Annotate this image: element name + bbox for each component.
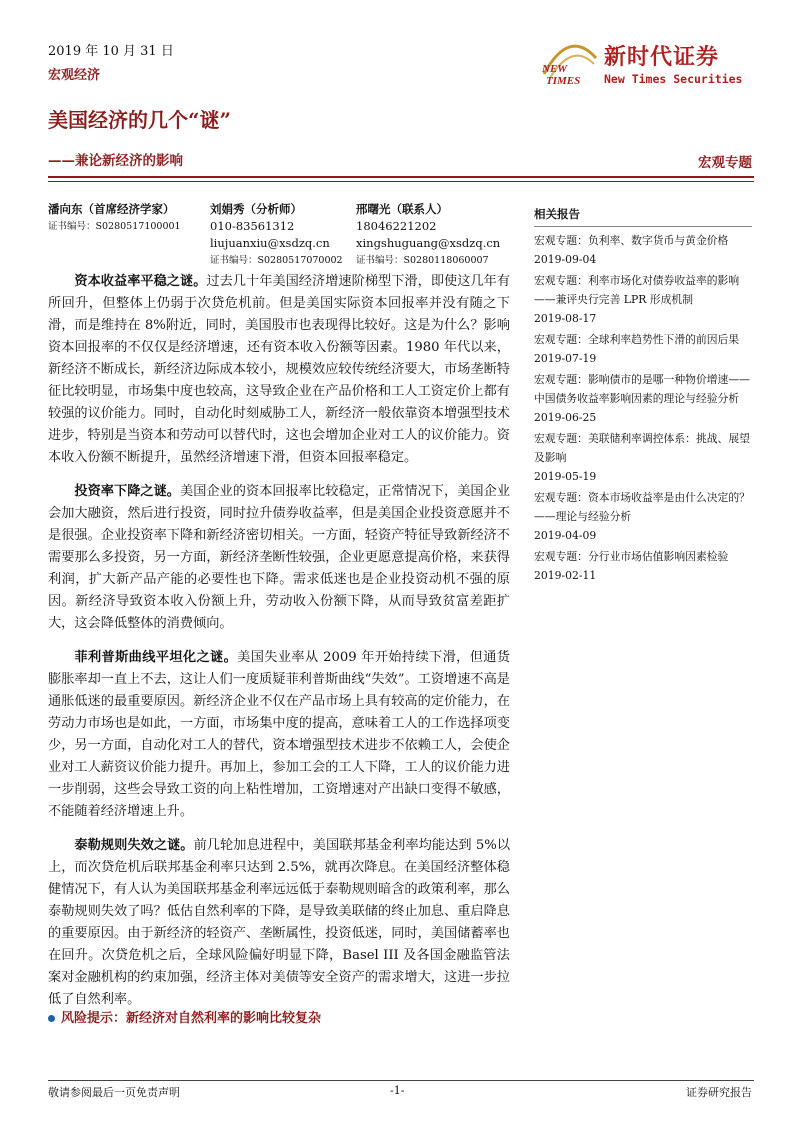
- related-report-date: 2019-07-19: [534, 352, 597, 365]
- related-report-date: 2019-05-19: [534, 470, 597, 483]
- related-report-item[interactable]: [534, 231, 752, 269]
- related-report-title[interactable]: 宏观专题：分行业市场估值影响因素检验: [534, 550, 729, 563]
- related-report-item[interactable]: [534, 271, 752, 328]
- page-subtitle: ——兼论新经济的影响: [48, 153, 183, 169]
- related-report-date: 2019-08-17: [534, 312, 597, 325]
- page-number: -1-: [390, 1084, 405, 1097]
- logo-text-cn: 新时代证券: [604, 44, 720, 70]
- related-report-title[interactable]: 宏观专题：负利率、数字货币与黄金价格: [534, 234, 729, 247]
- paragraph-lead: 资本收益率平稳之谜。: [74, 274, 207, 289]
- analyst-cert: 证书编号：S0280517100001: [48, 221, 181, 232]
- analyst-block: [48, 201, 181, 235]
- related-reports-heading: 相关报告: [534, 207, 580, 221]
- report-date: 2019 年 10 月 31 日: [48, 44, 174, 59]
- paragraph-text: 前几轮加息进程中，美国联邦基金利率均能达到 5%以上，而次贷危机后联邦基金利率只达到 2.5%，就再次降息。在美国经济整体稳健情况下，有人认为美国联邦基金利率远远低于泰勒规则暗含的政策利率，那么泰勒规则失效了吗？低估自然利率的下降，是导致美联储的终止加息、重启降息的重要原因。由于新经济的轻资产、垄断属性，投资低迷，同时，美国储蓄率也在回升。次贷危机之后，全球风险偏好明显下降，Basel III 及各国金融监管法案对金融机构的约束加强，经济主体对美债等安全资产的需求增大，这进一步拉低了自然利率。: [48, 838, 511, 1007]
- related-report-title[interactable]: 宏观专题：全球利率趋势性下滑的前因后果: [534, 333, 740, 346]
- analyst-email[interactable]: xingshuguang@xsdzq.cn: [356, 236, 501, 250]
- report-type: 宏观专题: [698, 155, 752, 171]
- header-divider: [48, 176, 754, 178]
- risk-warning: [48, 1007, 321, 1026]
- paragraph-lead: 菲利普斯曲线平坦化之谜。: [74, 650, 238, 665]
- related-report-title[interactable]: 宏观专题：资本市场收益率是由什么决定的？——理论与经验分析: [534, 491, 750, 523]
- analyst-name: 邢曙光（联系人）: [356, 202, 448, 216]
- sidebar-divider: [534, 226, 752, 227]
- related-report-title[interactable]: 宏观专题：影响债市的是哪一种物价增速——中国债务收益率影响因素的理论与经验分析: [534, 373, 750, 405]
- paragraph-text: 美国失业率从 2009 年开始持续下滑，但通货膨胀率却一直上不去，这让人们一度质疑菲利普斯曲线“失效”。工资增速不高是通胀低迷的最重要原因。新经济企业不仅在产品市场上具有较高的定价能力，在劳动力市场也是如此，一方面，市场集中度的提高，意味着工人的工作选择项变少，另一方面，自动化对工人的替代，资本增强型技术进步不依赖工人，会使企业对工人薪资议价能力提升。再加上，参加工会的工人下降，工人的议价能力进一步削弱，这些会导致工资的向上粘性增加，工资增速对产出缺口变得不敏感，不能随着经济增速上升。: [48, 650, 511, 819]
- svg-text:TIMES: TIMES: [546, 75, 581, 87]
- related-report-item[interactable]: [534, 429, 752, 486]
- related-reports: [534, 205, 752, 587]
- logo-text-en: New Times Securities: [604, 72, 743, 86]
- related-report-date: 2019-09-04: [534, 253, 597, 266]
- paragraph-text: 过去几十年美国经济增速阶梯型下滑，即使这几年有所回升，但整体上仍弱于次贷危机前。但是美国实际资本回报率并没有随之下滑，而是维持在 8%附近，同时，美国股市也表现得比较好。这是为什么？影响资本回报率的不仅仅是经济增速，还有资本收入份额等因素。1980 年代以来，新经济不断成长，新经济边际成本较小，规模效应较传统经济要大，市场垄断特征比较明显，市场集中度也较高，这导致企业在产品价格和工人工资定价上都有较强的议价能力。同时，自动化时刻威胁工人，新经济一般依靠资本增强型技术进步，特别是当资本和劳动可以替代时，这也会增加企业对工人的议价能力。资本收入份额不断提升，虽然经济增速下滑，但资本回报率稳定。: [48, 274, 511, 465]
- body-paragraph: [48, 481, 510, 635]
- footer-label: 证券研究报告: [686, 1086, 752, 1099]
- related-report-date: 2019-02-11: [534, 569, 597, 582]
- related-report-item[interactable]: [534, 370, 752, 427]
- related-report-title[interactable]: 宏观专题：利率市场化对债券收益率的影响——兼评央行完善 LPR 形成机制: [534, 274, 740, 306]
- related-report-item[interactable]: [534, 488, 752, 545]
- header-divider-thin: [48, 181, 754, 182]
- analyst-block: [356, 201, 500, 269]
- page-title: 美国经济的几个“谜”: [48, 108, 232, 132]
- analyst-block: [210, 201, 343, 269]
- bullet-icon: [48, 1015, 55, 1022]
- body-paragraph: [48, 271, 510, 469]
- body-paragraph: [48, 647, 510, 823]
- risk-text: 风险提示：新经济对自然利率的影响比较复杂: [61, 1011, 322, 1026]
- footer-divider: [48, 1080, 754, 1081]
- analyst-phone: 010-83561312: [210, 219, 295, 233]
- report-body: [48, 271, 510, 1023]
- analyst-name: 刘娟秀（分析师）: [210, 202, 302, 216]
- related-report-item[interactable]: [534, 547, 752, 585]
- logo-mark-icon: [536, 34, 602, 90]
- footer-disclaimer: 敬请参阅最后一页免责声明: [48, 1086, 180, 1099]
- report-category: 宏观经济: [48, 68, 101, 83]
- body-paragraph: [48, 835, 510, 1011]
- related-report-date: 2019-06-25: [534, 411, 597, 424]
- analyst-cert: 证书编号：S0280118060007: [356, 255, 489, 266]
- analyst-cert: 证书编号：S0280517070002: [210, 255, 343, 266]
- svg-text:NEW: NEW: [542, 63, 568, 75]
- paragraph-lead: 泰勒规则失效之谜。: [74, 838, 194, 853]
- related-report-item[interactable]: [534, 330, 752, 368]
- related-report-date: 2019-04-09: [534, 529, 597, 542]
- paragraph-text: 美国企业的资本回报率比较稳定，正常情况下，美国企业会加大融资，然后进行投资，同时拉升债券收益率，但是美国企业投资意愿并不是很强。企业投资率下降和新经济密切相关。一方面，轻资产特征导致新经济不需要那么多投资，另一方面，新经济垄断性较强，企业更愿意提高价格，来获得利润，扩大新产品产能的必要性也下降。需求低迷也是企业投资动机不强的原因。新经济导致资本收入份额上升，劳动收入份额下降，从而导致贫富差距扩大，这会降低整体的消费倾向。: [48, 484, 511, 631]
- related-report-title[interactable]: 宏观专题：美联储利率调控体系：挑战、展望及影响: [534, 432, 750, 464]
- analyst-email[interactable]: liujuanxiu@xsdzq.cn: [210, 236, 330, 250]
- paragraph-lead: 投资率下降之谜。: [74, 484, 180, 499]
- analyst-phone: 18046221202: [356, 219, 437, 233]
- analyst-name: 潘向东（首席经济学家）: [48, 202, 175, 216]
